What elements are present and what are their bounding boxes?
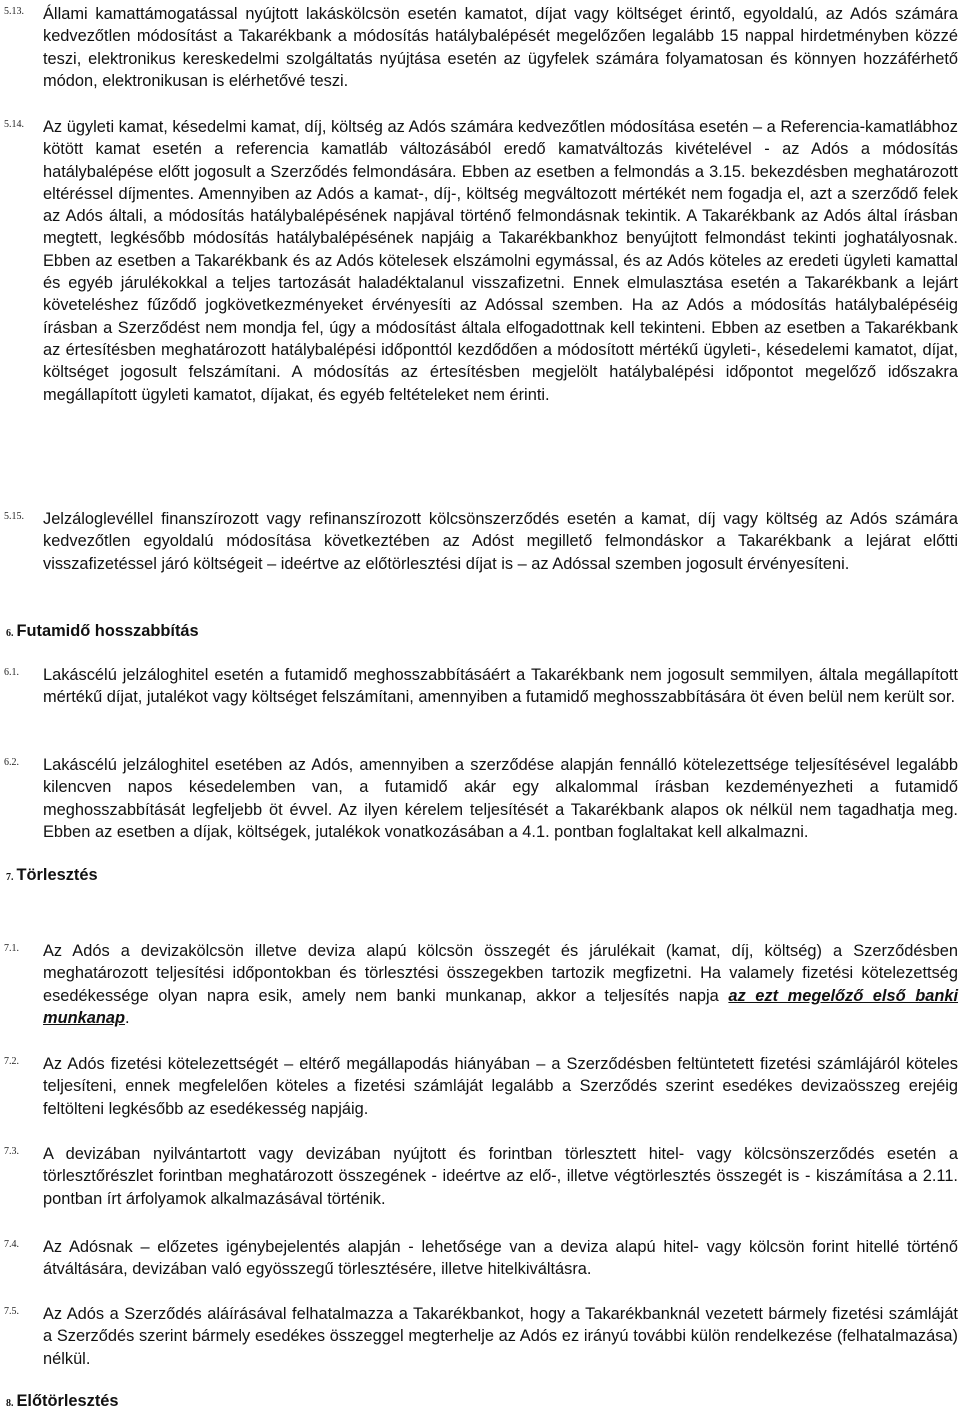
section-number: 6.2.	[4, 757, 19, 768]
paragraph-text: Lakáscélú jelzáloghitel esetén a futamidő meghosszabbításáért a Takarékbank nem jogosult semmilyen, általa megállapított mértékű díjat, jutalékot vagy költséget felszámítani, amennyiben a futamidő meghosszabbítására öt éven belül nem került sor.	[43, 666, 958, 707]
section-number: 7.3.	[4, 1146, 19, 1157]
heading-title: Előtörlesztés	[16, 1392, 119, 1410]
section-number: 5.15.	[4, 511, 24, 522]
section-number: 5.14.	[4, 119, 24, 130]
section-number: 7.5.	[4, 1306, 19, 1317]
paragraph-tail: .	[124, 1008, 130, 1027]
section-5-15	[4, 508, 958, 575]
paragraph-text: Az Adósnak – előzetes igénybejelentés alapján - lehetősége van a deviza alapú hitel- vagy kölcsön forint hitellé történő átváltására, devizában való egyösszegű törlesztésére, illetve hitelkiváltásra.	[43, 1238, 958, 1279]
section-number: 6.1.	[4, 667, 19, 678]
section-number: 7.4.	[4, 1239, 19, 1250]
paragraph-text: A devizában nyilvántartott vagy devizában nyújtott és forintban törlesztett hitel- vagy kölcsönszerződés esetén a törlesztőrészlet forintban meghatározott összegének - ideértve az elő-, illetve végtörlesztés összegét is - kiszámítása a 2.11. pontban írt árfolyamok alkalmazásával történik.	[43, 1145, 958, 1208]
paragraph-text: Az Adós fizetési kötelezettségét – eltérő megállapodás hiányában – a Szerződésben feltüntetett fizetési számlájáról köteles teljesíteni, ennek megfelelően köteles a fizetési számláját legalább a Szerződés szerint esedékes devizaösszeg erejéig feltölteni legkésőbb az esedékesség napjáig.	[43, 1055, 958, 1118]
section-7-3	[4, 1143, 958, 1210]
paragraph-text: Az ügyleti kamat, késedelmi kamat, díj, költség az Adós számára kedvezőtlen módosítása esetén – a Referencia-kamatlábhoz kötött kamat esetén a referencia kamatláb változásából eredő kamatváltozás kivételével - az Adós a módosítás hatálybalépése előtt jogosult a Szerződés felmondására. Ebben az esetben a felmondás a 3.15. bekezdésben meghatározott eltéréssel díjmentes. Amennyiben az Adós a kamat-, díj-, költség megváltozott mértékét nem fogadja el, azt a szerződő felek az Adós általi, a módosítás hatálybalépésének napjával történő felmondásnak tekintik. A Takarékbank az Adós által írásban megtett, legkésőbb módosítás hatálybalépésének napjáig a Takarékbankhoz benyújtott felmondást tekinti joghatályosnak. Ebben az esetben a Takarékbank és az Adós kötelesek elszámolni egymással, és az Adós köteles az eredeti ügyleti kamattal és egyéb járulékokkal a teljes tartozását haladéktalanul visszafizetni. Ennek elmulasztása esetén a Takarékbank a lejárt követeléshez fűződő jogkövetkezményeket érvényesíti az Adóssal szemben. Ha az Adós a módosítás hatálybalépéséig írásban a Szerződést nem mondja fel, úgy a módosítást általa elfogadottnak kell tekinteni. Ebben az esetben a Takarékbank az értesítésben meghatározott hatálybalépési időponttól kezdődően a módosított mértékű ügyleti-, késedelemi kamatot, díjat, költséget jogosult felszámítani. A módosítás az értesítésben megjelölt hatálybalépési időpontot megelőző időszakra megállapított ügyleti kamatot, díjakat, és egyéb feltételeket nem érinti.	[43, 118, 958, 404]
heading-title: Futamidő hosszabbítás	[16, 622, 199, 640]
paragraph-body: Az Adós a devizakölcsön illetve deviza alapú kölcsön összegét és járulékait (kamat, díj, költség) a Szerződésben meghatározott teljesítési időpontokban és törlesztési összegekben tartozik megfizetni. Ha valamely fizetési kötelezettség esedékessége olyan napra esik, amely nem banki munkanap, akkor a teljesítés napja	[43, 942, 958, 1005]
section-number: 5.13.	[4, 6, 24, 17]
heading-number: 7.	[6, 872, 14, 883]
section-7-5	[4, 1303, 958, 1370]
section-number: 7.2.	[4, 1056, 19, 1067]
section-7-2	[4, 1053, 958, 1120]
paragraph-text: Jelzáloglevéllel finanszírozott vagy refinanszírozott kölcsönszerződés esetén a kamat, díj vagy költség az Adós számára kedvezőtlen egyoldalú módosítása következtében az Adóst megillető felmondáskor a Takarékbank a lejárat előtti visszafizetéssel járó költségeit – ideértve az előtörlesztési díjat is – az Adóssal szemben jogosult érvényesíteni.	[43, 510, 958, 573]
heading-title: Törlesztés	[16, 866, 98, 884]
emphasized-phrase: az ezt megelőző első banki munkanap	[43, 986, 959, 1027]
paragraph-text: Lakáscélú jelzáloghitel esetében az Adós, amennyiben a szerződése alapján fennálló kötelezettsége teljesítésével legalább kilencven napos késedelemben van, a futamidő akár egy alkalommal írásban kezdeményezheti a futamidő meghosszabbítását legfeljebb öt évvel. Az ilyen kérelem teljesítését a Takarékbank alapos ok nélkül nem tagadhatja meg. Ebben az esetben a díjak, költségek, jutalékok vonatkozásában a 4.1. pontban foglaltakat kell alkalmazni.	[43, 756, 958, 841]
heading-futamido-hosszabbitas	[6, 620, 199, 645]
section-6-2	[4, 754, 958, 843]
heading-number: 6.	[6, 628, 14, 639]
heading-elotorlesztes	[6, 1390, 119, 1415]
section-5-13	[4, 3, 958, 92]
section-7-4	[4, 1236, 958, 1281]
paragraph-text: Az Adós a Szerződés aláírásával felhatalmazza a Takarékbankot, hogy a Takarékbanknál vezetett bármely fizetési számláját a Szerződés szerint bármely esedékes összeggel megterhelje az Adós ez irányú további külön rendelkezése (felhatalmazása) nélkül.	[43, 1305, 958, 1368]
heading-torlesztes	[6, 864, 98, 889]
section-5-14	[4, 116, 958, 406]
section-7-1	[4, 940, 959, 1029]
paragraph-text	[43, 940, 958, 1029]
section-number: 7.1.	[4, 943, 19, 954]
section-6-1	[4, 664, 958, 709]
heading-number: 8.	[6, 1398, 14, 1409]
paragraph-text: Állami kamattámogatással nyújtott lakáskölcsön esetén kamatot, díjat vagy költséget érintő, egyoldalú, az Adós számára kedvezőtlen módosítást a Takarékbank a módosítás hatálybalépését megelőzően legalább 15 nappal hirdetményben közzé teszi, elektronikus kereskedelmi szolgáltatás nyújtása esetén az ügyfelek számára folyamatosan és könnyen hozzáférhető módon, elektronikusan is elérhetővé teszi.	[43, 5, 958, 90]
